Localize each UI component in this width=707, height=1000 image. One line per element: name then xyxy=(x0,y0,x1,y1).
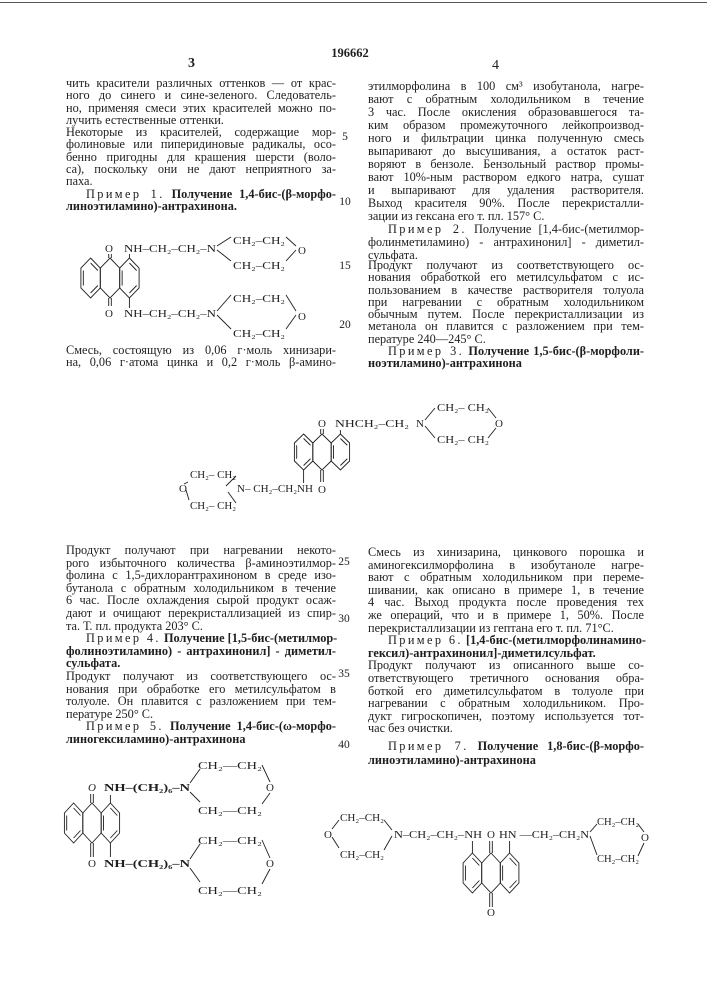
bond-line xyxy=(286,315,296,329)
ring-oxygen: O xyxy=(298,245,306,257)
bond-line xyxy=(190,792,200,802)
bond-line xyxy=(590,836,597,855)
text-line: пользованием в качестве растворителя толуола xyxy=(368,284,644,296)
carbonyl-oxygen: O xyxy=(88,858,96,870)
ring-ch2: CH₂– CH₂ xyxy=(437,434,489,446)
ring-ch2: CH₂–CH₂ xyxy=(340,812,384,824)
text-line: метанола он плавится с разложением при тем- xyxy=(368,320,644,332)
benzene-ring xyxy=(101,803,119,843)
bond-line xyxy=(217,250,231,261)
text-line: рого избыточного количества β-аминоэтилмор- xyxy=(66,557,336,570)
carbonyl-oxygen: O xyxy=(487,829,495,841)
bond-line xyxy=(638,824,644,832)
text-line: ответствующего третичного основания обра- xyxy=(368,672,644,685)
benzene-ring xyxy=(313,434,331,470)
benzene-ring xyxy=(294,434,312,470)
text-line: нования обработкой его метилсульфатом с ис- xyxy=(368,271,644,283)
bond-line xyxy=(286,295,296,311)
benzene-ring xyxy=(482,853,501,893)
morpholine-nitrogen: N xyxy=(416,418,424,430)
ring-ch2: CH₂–CH₂ xyxy=(340,849,384,861)
side-chain: N–CH₂–CH₂–NH xyxy=(394,829,482,841)
ring-ch2: CH₂–CH₂ xyxy=(233,260,285,272)
ring-oxygen: O xyxy=(266,858,274,870)
bond-line xyxy=(590,824,597,832)
benzene-ring xyxy=(64,803,82,843)
text-line: выпаривают до высушивания, а остаток раст- xyxy=(368,145,644,158)
text-line: боткой его диметилсульфатом в толуоле при xyxy=(368,685,644,698)
text-line: Продукт получают из описанного выше со- xyxy=(368,659,644,672)
bond-line xyxy=(262,869,270,884)
text-line: дают и очищают перекристаллизацией из спир- xyxy=(66,607,336,620)
bond-line xyxy=(488,428,496,438)
carbonyl-oxygen: O xyxy=(318,484,326,496)
bond-line xyxy=(217,237,231,246)
text-line: 4 час. Выход продукта после проведения тех xyxy=(368,596,644,609)
example-label: Пример 1. xyxy=(86,187,165,201)
bond-line xyxy=(190,769,200,783)
example-title: линоэтиламино)-антрахинона. xyxy=(66,200,336,212)
bond-line xyxy=(384,836,392,850)
text-line: обычным путем. После перекристаллизации из xyxy=(368,308,644,320)
text-line: лучить естественные оттенки. xyxy=(66,114,336,126)
benzene-ring xyxy=(463,853,482,893)
text-line: час без очистки. xyxy=(368,722,644,735)
example-title: гексил)-антрахинонил]-диметилсульфат. xyxy=(368,647,644,660)
carbonyl-oxygen: O xyxy=(318,418,326,430)
ring-ch2: CH₂–CH₂ xyxy=(233,293,285,305)
text-line: на, 0,06 г·атома цинка и 0,2 г·моль β-амино- xyxy=(66,356,336,368)
bond-line xyxy=(384,820,392,830)
example-title: сульфата. xyxy=(66,657,336,670)
text-line: ким образом промежуточного лейкопроизвод- xyxy=(368,119,644,132)
chemical-structures xyxy=(0,0,707,1000)
ring-ch2: CH₂– CH₂ xyxy=(437,402,489,414)
ring-ch2: CH₂–CH₂ xyxy=(233,328,285,340)
text-line: при нагревании с обратным холодильником xyxy=(368,296,644,308)
structure-example-7 xyxy=(324,812,649,919)
bond-line xyxy=(332,837,339,848)
benzene-ring xyxy=(81,258,100,298)
side-chain: HN —CH₂–CH₂N xyxy=(499,829,589,841)
text-line: но, применяя смеси этих красителей можно по- xyxy=(66,102,336,114)
example-title: фолинметиламино) - антрахинонил] - диметил- xyxy=(368,236,644,249)
text-line: нагревании с обратным холодильником. Про- xyxy=(368,697,644,710)
ring-oxygen: O xyxy=(641,832,649,844)
line-number: 5 xyxy=(335,131,355,143)
text-line: вают с обратным холодильником при переме- xyxy=(368,571,644,584)
bond-line xyxy=(262,793,270,804)
ring-ch2: CH₂– CH₂ xyxy=(190,469,236,481)
example-title: линоэтиламино)-антрахинона xyxy=(368,753,644,767)
ring-oxygen: O xyxy=(179,483,187,495)
example-title: Получение 1,8-бис-(β-морфо- xyxy=(478,739,644,753)
side-chain: NHCH₂–CH₂ xyxy=(335,418,409,430)
structure-example-5 xyxy=(64,760,274,897)
text-line: шивании, как описано в примере 1, в течение xyxy=(368,584,644,597)
bond-line xyxy=(286,250,296,261)
carbonyl-oxygen: O xyxy=(487,907,495,919)
text-line: Смесь, состоящую из 0,06 г·моль хинизари- xyxy=(66,344,336,356)
text-line: же операций, что и в примере 1, 50%. После xyxy=(368,609,644,622)
ring-ch2: CH₂—CH₂ xyxy=(198,805,262,817)
carbonyl-oxygen: O xyxy=(88,782,96,794)
example-title: ноэтиламино)-антрахинона xyxy=(368,357,644,369)
text-line: пературе 250° С. xyxy=(66,708,336,721)
text-line: бутанола с обратным холодильником в течение xyxy=(66,582,336,595)
text-line: фолина с 1,5-дихлорантрахиноном в среде изо- xyxy=(66,569,336,582)
ring-ch2: CH₂– CH₂ xyxy=(190,500,236,512)
text-line: Продукт получают из соответствующего ос- xyxy=(66,670,336,683)
text-line: воряют в бензоле. Бензольный раствор промы- xyxy=(368,158,644,171)
side-chain: NH–(CH₂)₆–N xyxy=(104,858,190,870)
structure-example-1 xyxy=(81,235,306,340)
benzene-ring xyxy=(120,258,139,298)
bond-line xyxy=(262,840,270,858)
structure-example-3 xyxy=(179,402,503,512)
benzene-ring xyxy=(100,258,119,298)
text-line: нования при обработке его метилсульфатом в xyxy=(66,683,336,696)
example-title: Получение [1,4-бис-(метилмор- xyxy=(474,222,644,236)
carbonyl-oxygen: O xyxy=(105,308,113,320)
example-label: Пример 4. xyxy=(86,631,161,645)
example-title: Получение 1,4-бис-(β-морфо- xyxy=(172,187,336,201)
line-number: 40 xyxy=(334,739,354,751)
bond-line xyxy=(425,408,435,420)
example-title: Получение 1,5-бис-(β-морфоли- xyxy=(468,344,644,358)
text-line: та. Т. пл. продукта 203° С. xyxy=(66,620,336,633)
text-line: вают 10%-ным раствором едкого натра, сушат xyxy=(368,171,644,184)
line-number: 15 xyxy=(335,260,355,272)
text-line: вают с обратным холодильником в течение xyxy=(368,93,644,106)
bond-line xyxy=(217,295,231,311)
ring-ch2: CH₂—CH₂ xyxy=(198,885,262,897)
text-line: Смесь из хинизарина, цинкового порошка и xyxy=(368,546,644,559)
ring-ch2: CH₂—CH₂ xyxy=(198,760,262,772)
example-title: фолиноэтиламино) - антрахинонил] - диметил- xyxy=(66,645,336,658)
text-line: перекристаллизации из гептана его т. пл. 71°С. xyxy=(368,622,644,635)
text-line: 3 час. После окисления образовавшегося та- xyxy=(368,106,644,119)
bond-line xyxy=(186,490,189,500)
example-label: Пример 7. xyxy=(388,739,469,753)
text-line: этилморфолина в 100 см³ изобутанола, нагре- xyxy=(368,80,644,93)
ring-ch2: CH₂—CH₂ xyxy=(198,835,262,847)
example-label: Пример 5. xyxy=(86,719,164,733)
line-number: 25 xyxy=(334,556,354,568)
bond-line xyxy=(638,843,644,856)
example-title: Получение 1,4-бис-(ω-морфо- xyxy=(170,719,336,733)
ring-ch2: CH₂–CH₂ xyxy=(597,816,639,828)
ring-oxygen: O xyxy=(298,311,306,323)
bond-line xyxy=(286,237,296,246)
text-line: дукт гигроскопичен, поэтому используется тот- xyxy=(368,710,644,723)
benzene-ring xyxy=(83,803,101,843)
text-line: зации из гексана его т. пл. 157° С. xyxy=(368,210,644,223)
bond-line xyxy=(425,426,435,438)
text-line: Продукт получают при нагревании некото- xyxy=(66,544,336,557)
example-title: Получение [1,5-бис-(метилмор- xyxy=(164,631,337,645)
text-line: толуоле. Он плавится с разложением при тем- xyxy=(66,695,336,708)
text-line: чить красители различных оттенков — от крас- xyxy=(66,77,336,89)
line-number: 10 xyxy=(335,196,355,208)
bond-line xyxy=(217,315,231,329)
example-label: Пример 6. xyxy=(388,633,463,647)
text-line: и выпаривают для удаления растворителя. xyxy=(368,184,644,197)
page-number-right: 4 xyxy=(492,58,499,74)
page-number-left: 3 xyxy=(188,56,195,72)
side-chain: NH–(CH₂)₆–N xyxy=(104,782,190,794)
text-line: Выход красителя 90%. После перекристалли- xyxy=(368,197,644,210)
bond-line xyxy=(488,408,496,418)
benzene-ring xyxy=(331,434,349,470)
bond-line xyxy=(190,868,200,882)
example-title: сульфата. xyxy=(368,249,644,262)
text-line: фолиновые или пиперидиновые радикалы, осо- xyxy=(66,138,336,150)
side-chain: NH–CH₂–CH₂–N xyxy=(124,243,216,255)
text-line: 6 час. После охлаждения сырой продукт осаж- xyxy=(66,594,336,607)
bond-line xyxy=(332,820,339,829)
line-number: 30 xyxy=(334,613,354,625)
side-chain: N– CH₂–CH₂NH xyxy=(237,483,313,495)
text-line: са), поскольку они не дают неприятного за- xyxy=(66,163,336,175)
ring-ch2: CH₂–CH₂ xyxy=(233,235,285,247)
bond-line xyxy=(190,844,200,859)
bond-line xyxy=(262,765,270,782)
text-line: ного и фильтрации цинка полученную смесь xyxy=(368,132,644,145)
text-line: бенно пригодны для крашения шерсти (воло- xyxy=(66,151,336,163)
text-line: пературе 240—245° С. xyxy=(368,333,644,345)
example-label: Пример 2. xyxy=(388,222,467,236)
carbonyl-oxygen: O xyxy=(105,243,113,255)
text-line: Продукт получают из соответствующего ос- xyxy=(368,259,644,271)
example-title: линогексиламино)-антрахинона xyxy=(66,733,336,746)
text-line: паха. xyxy=(66,175,336,187)
ring-ch2: CH₂–CH₂ xyxy=(597,853,639,865)
text-line: Некоторые из красителей, содержащие мор- xyxy=(66,126,336,138)
side-chain: NH–CH₂–CH₂–N xyxy=(124,308,216,320)
text-line: аминогексилморфолина в изобутаноле нагре- xyxy=(368,559,644,572)
patent-number: 196662 xyxy=(320,46,380,61)
example-label: Пример 3. xyxy=(388,344,464,358)
line-number: 20 xyxy=(335,319,355,331)
example-title: [1,4-бис-(метилморфолинамино- xyxy=(466,633,646,647)
ring-oxygen: O xyxy=(266,782,274,794)
ring-oxygen: O xyxy=(495,418,503,430)
line-number: 35 xyxy=(334,668,354,680)
text-line: ного до синего и сине-зеленого. Следователь- xyxy=(66,89,336,101)
ring-oxygen: O xyxy=(324,829,332,841)
benzene-ring xyxy=(500,853,519,893)
